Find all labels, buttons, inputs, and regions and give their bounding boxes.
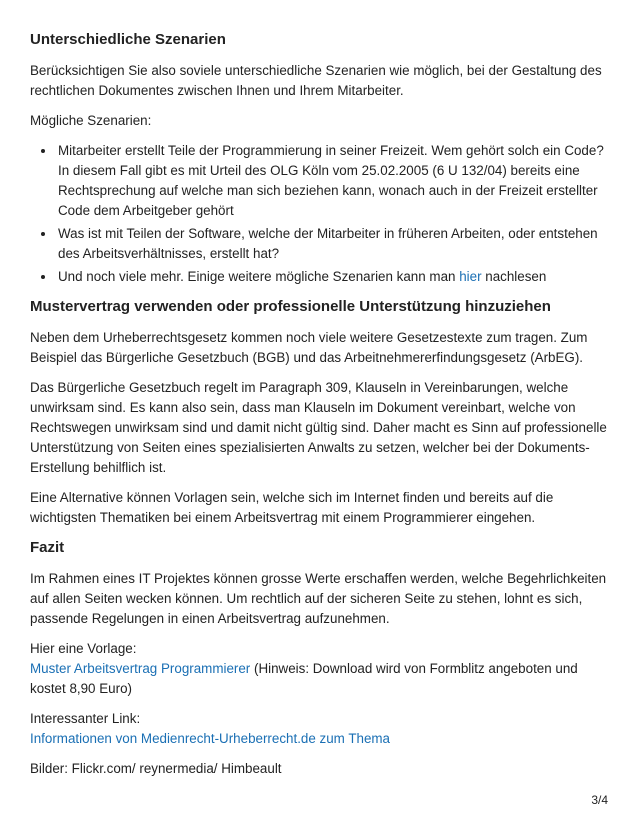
- scenario-list: [30, 141, 608, 287]
- template-intro: Hier eine Vorlage:: [30, 641, 137, 656]
- paragraph: Berücksichtigen Sie also soviele unterschiedliche Szenarien wie möglich, bei der Gestaltung des rechtlichen Dokumentes zwischen Ihnen und Ihrem Mitarbeiter.: [30, 63, 602, 98]
- paragraph: Im Rahmen eines IT Projektes können grosse Werte erschaffen werden, welche Begehrlichkeiten auf allen Seiten wecken können. Um rechtlich auf der sicheren Seite zu stehen, lohnt es sich, passende Regelungen in einen Arbeitsvertrag aufzunehmen.: [30, 571, 607, 626]
- paragraph: Das Bürgerliche Gesetzbuch regelt im Paragraph 309, Klauseln in Vereinbarungen, welche unwirksam sind. Es kann also sein, dass man Klauseln im Dokument vereinbart, welche von Rechtswegen unwirksam sind und damit nicht gültig sind. Daher macht es Sinn auf professionelle Unterstützung von Seiten eines spezialisierten Anwalts zu setzen, welcher bei der Dokuments-Erstellung behilflich ist.: [30, 380, 607, 475]
- list-item: • Mitarbeiter erstellt Teile der Programmierung in seiner Freizeit. Wem gehört solch ein Code? In diesem Fall gibt es mit Urteil des OLG Köln vom 25.02.2005 (6 U 132/04) bereits eine Rechtsprechung auf welche man sich beziehen kann, wonach auch in der Freizeit erstellter Code dem Arbeitgeber gehört: [56, 141, 608, 221]
- image-credits: Bilder: Flickr.com/ reynermedia/ Himbeault: [30, 761, 282, 776]
- medienrecht-link[interactable]: Informationen von Medienrecht-Urheberrecht.de zum Thema: [30, 731, 390, 746]
- link-intro: Interessanter Link:: [30, 711, 141, 726]
- list-item: • Was ist mit Teilen der Software, welche der Mitarbeiter in früheren Arbeiten, oder entstehen des Arbeitsverhältnisses, erstellt hat?: [56, 224, 608, 264]
- link-paragraph: [30, 709, 608, 749]
- hier-link[interactable]: hier: [459, 269, 482, 284]
- paragraph: Eine Alternative können Vorlagen sein, welche sich im Internet finden und bereits auf die wichtigsten Thematiken bei einem Arbeitsvertrag mit einem Programmierer eingehen.: [30, 490, 554, 525]
- template-note: (Hinweis: Download wird von Formblitz angeboten und kostet 8,90 Euro): [30, 661, 578, 696]
- list-item-text: Und noch viele mehr. Einige weitere mögliche Szenarien kann man: [58, 269, 460, 284]
- page-number: 3/4: [591, 793, 608, 807]
- list-item: [56, 267, 608, 287]
- template-link[interactable]: Muster Arbeitsvertrag Programmierer: [30, 661, 251, 676]
- heading-fazit: Fazit: [30, 539, 65, 556]
- paragraph: Neben dem Urheberrechtsgesetz kommen noch viele weitere Gesetzestexte zum tragen. Zum Beispiel das Bürgerliche Gesetzbuch (BGB) und das Arbeitnehmererfindungsgesetz (ArbEG).: [30, 330, 588, 365]
- list-item-text: nachlesen: [481, 269, 547, 284]
- paragraph: Mögliche Szenarien:: [30, 113, 152, 128]
- heading-mustervertrag: Mustervertrag verwenden oder professionelle Unterstützung hinzuziehen: [30, 298, 551, 315]
- template-paragraph: [30, 639, 608, 699]
- heading-szenarien: Unterschiedliche Szenarien: [30, 31, 226, 48]
